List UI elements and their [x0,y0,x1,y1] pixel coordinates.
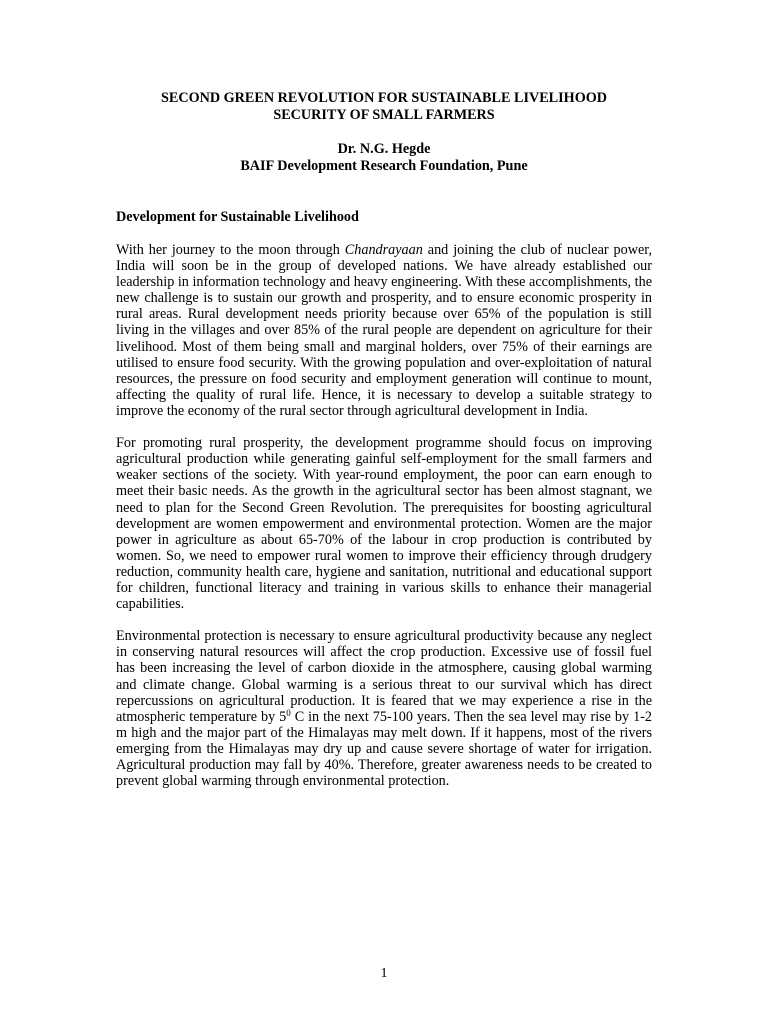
title-line-1: SECOND GREEN REVOLUTION FOR SUSTAINABLE LIVELIHOOD [160,90,608,106]
page-number: 1 [380,966,388,981]
paragraph-1 [116,242,652,419]
chandrayaan-italic: Chandrayaan [344,242,423,258]
paragraph-3-text-end: C in the next 75-100 years. Then the sea level may rise by 1-2 m high and the major part of the Himalayas may melt down. If it happens, most of the rivers emerging from the Himalayas may dry up and cause severe shortage of water for irrigation. Agricultural production may fall by 40%. Therefore, greater awareness needs to be created to prevent global warming through environmental protection. [116,708,652,790]
degree-superscript: 0 [286,707,291,718]
paragraph-3-text-start: Environmental protection is necessary to ensure agricultural productivity because any neglect in conserving natural resources will affect the crop production. Excessive use of fossil fuel has been increasing the level of carbon dioxide in the atmosphere, causing global warming and climate change. Global warming is a serious threat to our survival which has direct repercussions on agricultural production. It is feared that we may experience a rise in the atmospheric temperature by 5 [116,628,652,725]
document-title [116,90,652,124]
paragraph-1-text-end: and joining the club of nuclear power, India will soon be in the group of developed nations. We have already established our leadership in information technology and heavy engineering. With these accomplishments, the new challenge is to sustain our growth and prosperity, and to ensure economic prosperity in rural areas. Rural development needs priority because over 65% of the population is still living in the villages and over 85% of the rural people are dependent on agriculture for their livelihood. Most of them being small and marginal holders, over 75% of their earnings are utilised to ensure food security. With the growing population and over-exploitation of natural resources, the pressure on food security and employment generation will continue to mount, affecting the quality of rural life. Hence, it is necessary to develop a suitable strategy to improve the economy of the rural sector through agricultural development in India. [116,242,652,419]
author-affiliation: BAIF Development Research Foundation, Pune [240,158,528,174]
author-block [116,141,652,175]
paragraph-3 [116,628,652,789]
author-name: Dr. N.G. Hegde [337,141,431,157]
paragraph-2: For promoting rural prosperity, the development programme should focus on improving agricultural production while generating gainful self-employment for the small farmers and weaker sections of the society. With year-round employment, the poor can earn enough to meet their basic needs. As the growth in the agricultural sector has been almost stagnant, we need to plan for the Second Green Revolution. The prerequisites for boosting agricultural development are women empowerment and environmental protection. Women are the major power in agriculture as about 65-70% of the labour in crop production is contributed by women. So, we need to empower rural women to improve their efficiency through drudgery reduction, community health care, hygiene and sanitation, nutritional and educational support for children, functional literacy and training in various skills to enhance their managerial capabilities. [116,435,652,613]
document-page [116,90,652,789]
title-line-2: SECURITY OF SMALL FARMERS [273,107,495,123]
section-heading: Development for Sustainable Livelihood [116,209,359,225]
paragraph-1-text-start: With her journey to the moon through [116,242,345,258]
